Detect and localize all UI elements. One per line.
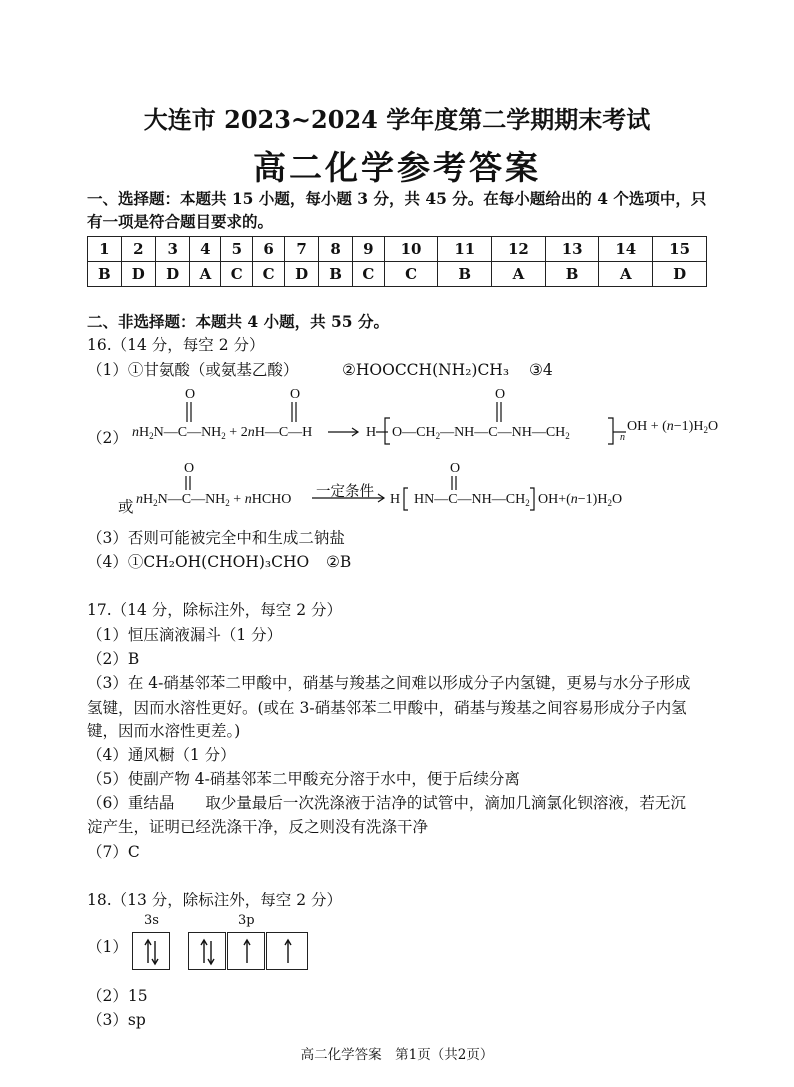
answer-letter: B bbox=[319, 262, 353, 287]
o-atom: O bbox=[184, 461, 195, 476]
orbital-box-3p-3 bbox=[266, 932, 308, 970]
q18-part2: （2）15 bbox=[87, 987, 148, 1005]
q17-part6-line1: （6）重结晶 取少量最后一次洗涤液于洁净的试管中，滴加几滴氯化钡溶液，若无沉 bbox=[87, 794, 686, 812]
answer-table bbox=[87, 236, 707, 287]
q16-part1: （1）①甘氨酸（或氨基乙酸） bbox=[87, 361, 299, 379]
answer-letter: A bbox=[599, 262, 653, 287]
o-atom: O bbox=[290, 387, 301, 402]
section2-heading: 二、非选择题：本题共 4 小题，共 55 分。 bbox=[87, 312, 389, 331]
q17-part3-line3: 键，因而水溶性更差。) bbox=[87, 722, 241, 740]
q17-part4: （4）通风橱（1 分） bbox=[87, 746, 236, 764]
q17-part5: （5）使副产物 4-硝基邻苯二甲酸充分溶于水中，便于后续分离 bbox=[87, 770, 520, 788]
exam-title: 大连市 2023~2024 学年度第二学期期末考试 bbox=[143, 105, 651, 134]
answer-letter: D bbox=[121, 262, 155, 287]
answer-letter: A bbox=[190, 262, 221, 287]
question-number: 4 bbox=[190, 237, 221, 262]
q18-heading: 18.（13 分，除标注外，每空 2 分） bbox=[87, 891, 343, 909]
svg-text:OH+(n−1)H2O: $OH+(n-1)H_2O$ bbox=[538, 492, 623, 508]
page-footer: 高二化学答案 第1页（共2页） bbox=[300, 1047, 494, 1063]
answer-letter: A bbox=[492, 262, 546, 287]
svg-text:nH2N—C—NH2 + 2nH—C—H: $nH_2N—C—NH_2$ + 2nH—C—H bbox=[132, 425, 313, 441]
answer-letter: B bbox=[545, 262, 599, 287]
svg-text:n: n bbox=[620, 432, 625, 443]
q17-part6-line2: 淀产生，证明已经洗涤干净，反之则没有洗涤干净 bbox=[87, 818, 429, 836]
answer-letter: B bbox=[88, 262, 122, 287]
question-number: 1 bbox=[88, 237, 122, 262]
reaction-condition: 一定条件 bbox=[316, 484, 374, 500]
question-number: 14 bbox=[599, 237, 653, 262]
answer-letter: C bbox=[221, 262, 253, 287]
q16-part2-label: （2） bbox=[87, 429, 128, 447]
q17-heading: 17.（14 分，除标注外，每空 2 分） bbox=[87, 601, 343, 619]
answer-letter: C bbox=[384, 262, 438, 287]
orbital-label-3s: 3s bbox=[144, 913, 159, 928]
question-number: 9 bbox=[352, 237, 384, 262]
orbital-box-3p-2 bbox=[227, 932, 265, 970]
answer-letter: D bbox=[653, 262, 707, 287]
question-number: 2 bbox=[121, 237, 155, 262]
o-atom: O bbox=[495, 387, 506, 402]
svg-text:HN—C—NH—CH2: $HN—C—NH—CH_2$ bbox=[414, 492, 530, 508]
question-number: 11 bbox=[438, 237, 492, 262]
q16-or: 或 bbox=[118, 498, 134, 516]
question-number: 12 bbox=[492, 237, 546, 262]
svg-text:O—CH2—NH—C—NH—CH2: $O—CH_2—NH—C—NH—CH_2$ bbox=[392, 425, 570, 441]
single-electron-arrow-icon bbox=[228, 933, 266, 971]
orbital-label-3p: 3p bbox=[238, 913, 255, 928]
answer-letter: C bbox=[352, 262, 384, 287]
q16-part3: （3）否则可能被完全中和生成二钠盐 bbox=[87, 529, 345, 547]
orbital-box-3s bbox=[132, 932, 170, 970]
question-number: 6 bbox=[253, 237, 285, 262]
svg-text:OH + (n−1)H2O: OH + $(n-1)H_2O$ bbox=[627, 419, 719, 435]
single-electron-arrow-icon bbox=[267, 933, 309, 971]
section1-instructions-line2: 有一项是符合题目要求的。 bbox=[87, 212, 274, 231]
q16-part4: （4）①CH₂OH(CHOH)₃CHO bbox=[87, 553, 310, 571]
q16-part1-c: ③4 bbox=[529, 361, 553, 379]
question-number: 15 bbox=[653, 237, 707, 262]
q17-part3-line2: 氢键，因而水溶性更好。(或在 3-硝基邻苯二甲酸中，硝基与羧基之间容易形成分子内氢 bbox=[87, 699, 687, 717]
o-atom: O bbox=[185, 387, 196, 402]
question-number: 10 bbox=[384, 237, 438, 262]
question-number-row bbox=[88, 237, 707, 262]
polymerization-equation-1 bbox=[130, 387, 719, 454]
q17-part3-line1: （3）在 4-硝基邻苯二甲酸中，硝基与羧基之间难以形成分子内氢键，更易与水分子形成 bbox=[87, 674, 691, 692]
svg-text:nH2N—C—NH2 + nHCHO: $nH_2N—C—NH_2$ + nHCHO bbox=[136, 492, 292, 508]
section1-instructions-line1: 一、选择题：本题共 15 小题，每小题 3 分，共 45 分。在每小题给出的 4 个选项中，只 bbox=[87, 189, 707, 208]
question-number: 5 bbox=[221, 237, 253, 262]
orbital-box-3p-1 bbox=[188, 932, 226, 970]
paired-electron-arrows-icon bbox=[189, 933, 227, 971]
o-atom: O bbox=[450, 461, 461, 476]
polymerization-equation-2 bbox=[118, 458, 678, 518]
answer-letter: B bbox=[438, 262, 492, 287]
answer-letter: D bbox=[155, 262, 189, 287]
question-number: 3 bbox=[155, 237, 189, 262]
question-number: 7 bbox=[284, 237, 318, 262]
q17-part2: （2）B bbox=[87, 650, 140, 668]
answer-letter: D bbox=[284, 262, 318, 287]
svg-text:H: H bbox=[390, 492, 401, 507]
question-number: 8 bbox=[319, 237, 353, 262]
q16-heading: 16.（14 分，每空 2 分） bbox=[87, 336, 265, 354]
question-number: 13 bbox=[545, 237, 599, 262]
q18-part1: （1） bbox=[87, 938, 128, 956]
answer-key-title: 高二化学参考答案 bbox=[253, 148, 541, 187]
q17-part1: （1）恒压滴液漏斗（1 分） bbox=[87, 626, 283, 644]
q16-part1-b: ②HOOCCH(NH₂)CH₃ bbox=[342, 361, 510, 379]
svg-text:H: H bbox=[366, 425, 377, 440]
paired-electron-arrows-icon bbox=[133, 933, 171, 971]
q16-part4-b: ②B bbox=[326, 553, 352, 571]
q17-part7: （7）C bbox=[87, 843, 140, 861]
answer-letter: C bbox=[253, 262, 285, 287]
answer-row bbox=[88, 262, 707, 287]
q18-part3: （3）sp bbox=[87, 1011, 146, 1029]
